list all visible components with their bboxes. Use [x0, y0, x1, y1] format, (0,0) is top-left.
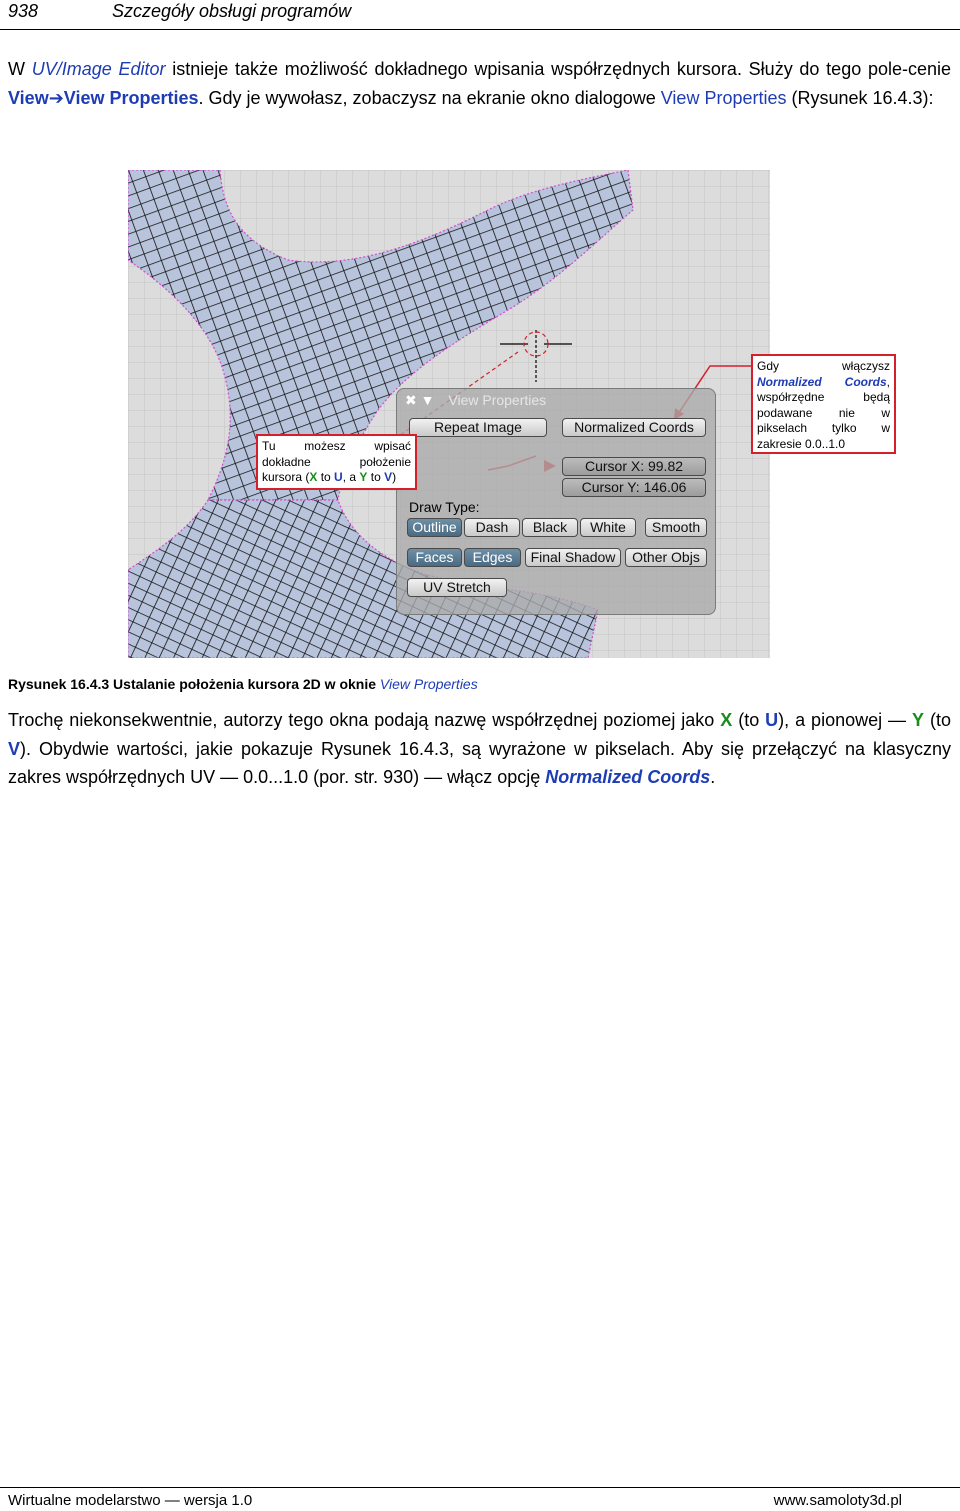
- body-paragraph: [8, 706, 951, 792]
- page-number: 938: [8, 1, 39, 21]
- callout-right-line2: [757, 375, 890, 391]
- body2-text-1: Trochę niekonsekwentnie, autorzy tego okna podają nazwę współrzędnej poziomej jako: [8, 710, 721, 730]
- uv-stretch-toggle[interactable]: UV Stretch: [407, 578, 507, 597]
- draw-type-dash[interactable]: Dash: [464, 518, 520, 537]
- body2-y: Y: [912, 710, 925, 730]
- body2-text-3: ), a pionowej —: [778, 710, 913, 730]
- callout-left-l3b: to: [317, 470, 335, 484]
- callout-left-l3d: to: [367, 470, 385, 484]
- callout-left-u: U: [334, 470, 343, 484]
- callout-right-nc: Normalized Coords: [757, 374, 887, 389]
- draw-type-label: Draw Type:: [409, 499, 480, 515]
- close-icon[interactable]: ✖: [405, 392, 417, 408]
- panel-header: [405, 392, 546, 409]
- other-objs-toggle[interactable]: Other Objs: [625, 548, 707, 567]
- running-title: Szczegóły obsługi programów: [112, 1, 352, 21]
- draw-type-smooth[interactable]: Smooth: [645, 518, 707, 537]
- callout-right-line1: Gdy włączysz: [757, 359, 890, 373]
- view-properties-panel: [396, 388, 716, 615]
- intro-text-2: istnieje także możliwość dokładnego wpisania współrzędnych kursora. Służy do tego pole-cenie: [165, 59, 952, 79]
- callout-left-l3a: kursora (: [262, 470, 310, 484]
- draw-type-white[interactable]: White: [580, 518, 636, 537]
- callout-left-line1: Tu możesz wpisać: [262, 439, 411, 453]
- callout-left-l3c: , a: [342, 470, 360, 484]
- intro-paragraph: [8, 55, 951, 112]
- callout-left-v: V: [384, 470, 393, 484]
- body2-nc: Normalized Coords: [545, 767, 711, 787]
- callout-left-line3: [262, 470, 411, 486]
- callout-cursor-fields: [256, 434, 417, 490]
- uv-editor-ref: UV/Image Editor: [31, 59, 166, 79]
- repeat-image-button[interactable]: Repeat Image: [409, 418, 547, 437]
- body2-x: X: [720, 710, 733, 730]
- cursor-x-field[interactable]: Cursor X: 99.82: [562, 457, 706, 476]
- body2-text-4: (to: [924, 710, 951, 730]
- normalized-coords-button[interactable]: Normalized Coords: [562, 418, 706, 437]
- body2-text-6: .: [710, 767, 716, 787]
- callout-left-line2: dokładne położenie: [262, 454, 411, 469]
- collapse-icon[interactable]: ▼: [420, 392, 435, 408]
- callout-left-l3e: ): [392, 470, 397, 484]
- body2-text-5: ). Obydwie wartości, jakie pokazuje Rysunek 16.4.3, są wyrażone w pikselach. Aby się przełączyć na klasyczny zakres współrzędnych UV — 0.0...1.0 (por. str. 930) — włącz opcję: [8, 738, 951, 787]
- edges-toggle[interactable]: Edges: [464, 548, 521, 567]
- caption-link: View Properties: [379, 676, 478, 692]
- panel-title: View Properties: [448, 392, 547, 408]
- intro-text-4: (Rysunek 16.4.3):: [786, 87, 934, 108]
- callout-normalized-coords: [751, 354, 896, 454]
- body2-text-2: (to: [732, 710, 766, 730]
- callout-right-line3: współrzędne będą: [757, 390, 890, 404]
- cursor-y-field[interactable]: Cursor Y: 146.06: [562, 478, 706, 497]
- body2-v: V: [8, 738, 21, 759]
- draw-type-outline[interactable]: Outline: [407, 518, 462, 537]
- faces-toggle[interactable]: Faces: [407, 548, 462, 567]
- intro-text-1: W: [8, 59, 32, 79]
- callout-left-x: X: [309, 470, 318, 484]
- intro-text-3: . Gdy je wywołasz, zobaczysz na ekranie okno dialogowe: [198, 87, 661, 108]
- figure-caption: [8, 676, 478, 692]
- final-shadow-toggle[interactable]: Final Shadow: [525, 548, 621, 567]
- callout-left-y: Y: [359, 470, 368, 484]
- callout-right-comma: ,: [886, 374, 890, 389]
- footer-left: Wirtualne modelarstwo — wersja 1.0: [8, 1492, 253, 1509]
- caption-label: Rysunek 16.4.3 Ustalanie położenia kursora 2D w oknie: [8, 676, 380, 692]
- view-properties-ref: View Properties: [660, 87, 787, 108]
- callout-right-line5: pikselach tylko w: [757, 421, 890, 435]
- page-footer: [0, 1487, 960, 1511]
- page-header: [0, 0, 960, 30]
- body2-u: U: [765, 710, 779, 730]
- callout-right-line4: podawane nie w: [757, 405, 890, 420]
- callout-right-line6: zakresie 0.0..1.0: [757, 436, 846, 451]
- footer-right[interactable]: www.samoloty3d.pl: [773, 1492, 902, 1509]
- draw-type-black[interactable]: Black: [522, 518, 578, 537]
- menu-path: View➔View Properties: [8, 87, 199, 108]
